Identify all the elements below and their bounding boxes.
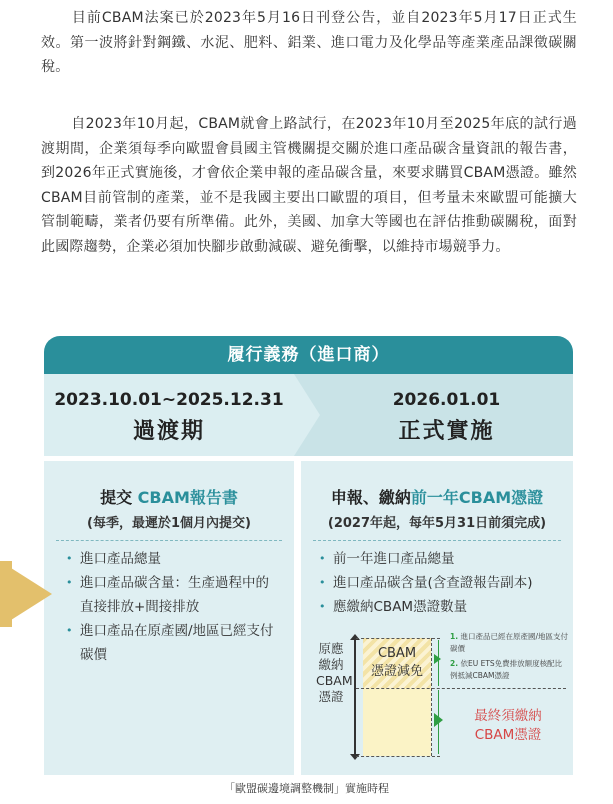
vertical-label-text: 原應繳納CBAM憑證	[316, 641, 353, 704]
note-text: 依EU ETS免費排放額度核配比例抵減CBAM憑證	[450, 659, 563, 680]
list-item: • 進口產品總量	[66, 547, 282, 571]
paragraph-cbam-trial	[41, 112, 577, 259]
report-panel-subtitle: (每季，最遲於1個月內提交)	[87, 516, 251, 531]
report-items-list	[66, 547, 282, 667]
paragraph-text: 自2023年10月起，CBAM就會上路試行，在2023年10月至2025年底的試行過渡期間，企業須每季向歐盟會員國主管機關提交關於進口產品碳含量資訊的報告書，到2026年正式實施後，才會依企業申報的產品碳含量，來要求購買CBAM憑證。雖然CBAM目前管制的產業，並不是我國主要出口歐盟的項目，但考量未來歐盟可能擴大管制範疇，業者仍要有所準備。此外，美國、加拿大等國也在評估推動碳關稅，面對此國際趨勢，企業必須加快腳步啟動減碳、避免衝擊，以維持市場競爭力。	[41, 116, 577, 255]
original-certificates-label	[316, 641, 353, 705]
paragraph-text: 目前CBAM法案已於2023年5月16日刊登公告，並自2023年5月17日正式生效。第一波將針對鋼鐵、水泥、肥料、鋁業、進口電力及化學品等產業產品課徵碳關稅。	[41, 10, 577, 75]
certificate-panel-subtitle: (2027年起，每年5月31日前須完成)	[327, 516, 547, 531]
reduction-pointer-icon	[434, 654, 441, 664]
dashed-guide-right	[431, 638, 432, 756]
list-item: • 應繳納CBAM憑證數量	[319, 595, 565, 619]
certificate-panel-title	[301, 485, 573, 508]
reduction-label-line-2: 憑證減免	[370, 664, 423, 679]
implementation-phase-name: 正式實施	[398, 419, 495, 444]
title-prefix: 提交	[100, 488, 138, 507]
dashed-guide-top	[356, 638, 440, 639]
reduction-label-line-1: CBAM	[377, 646, 417, 661]
note-number: 2.	[450, 659, 459, 668]
title-prefix: 申報、繳納	[330, 488, 411, 507]
big-arrow-icon	[0, 561, 52, 627]
axis-line	[354, 638, 356, 756]
dashed-guide-bottom	[356, 756, 440, 757]
final-label-line-2: CBAM憑證	[474, 727, 542, 743]
reduction-label	[363, 645, 431, 681]
list-item: • 進口產品碳含量：生產過程中的直接排放+間接排放	[66, 571, 282, 619]
note-number: 1.	[450, 632, 459, 641]
obligation-banner: 履行義務（進口商）	[44, 336, 573, 374]
title-highlight: CBAM報告書	[137, 488, 238, 507]
reduction-note-2	[450, 658, 568, 682]
divider	[56, 540, 282, 541]
implementation-date: 2026.01.01	[392, 390, 501, 410]
certificate-items-list	[319, 547, 565, 619]
final-certificates-label	[453, 707, 563, 745]
axis-arrow-down-icon	[350, 754, 360, 760]
phase-arrow-shape	[294, 374, 320, 456]
transition-dates: 2023.10.01~2025.12.31	[54, 390, 284, 410]
list-item: • 進口產品碳含量(含查證報告副本)	[319, 571, 565, 595]
list-item: • 進口產品在原產國/地區已經支付碳價	[66, 619, 282, 667]
report-panel-title	[44, 485, 294, 508]
divider	[313, 540, 561, 541]
reduction-note-1	[450, 631, 568, 655]
list-item: • 前一年進口產品總量	[319, 547, 565, 571]
final-pointer-icon	[434, 713, 443, 727]
report-panel	[44, 461, 294, 775]
title-highlight: 前一年CBAM憑證	[410, 488, 544, 507]
note-text: 進口產品已經在原產國/地區支付碳價	[450, 632, 568, 653]
final-certificates-block	[363, 688, 431, 756]
paragraph-cbam-effective	[41, 6, 577, 80]
dashed-guide-middle	[356, 688, 566, 689]
transition-phase-name: 過渡期	[132, 419, 205, 444]
final-label-line-1: 最終須繳納	[474, 708, 542, 724]
figure-caption: 「歐盟碳邊境調整機制」實施時程	[224, 782, 389, 795]
